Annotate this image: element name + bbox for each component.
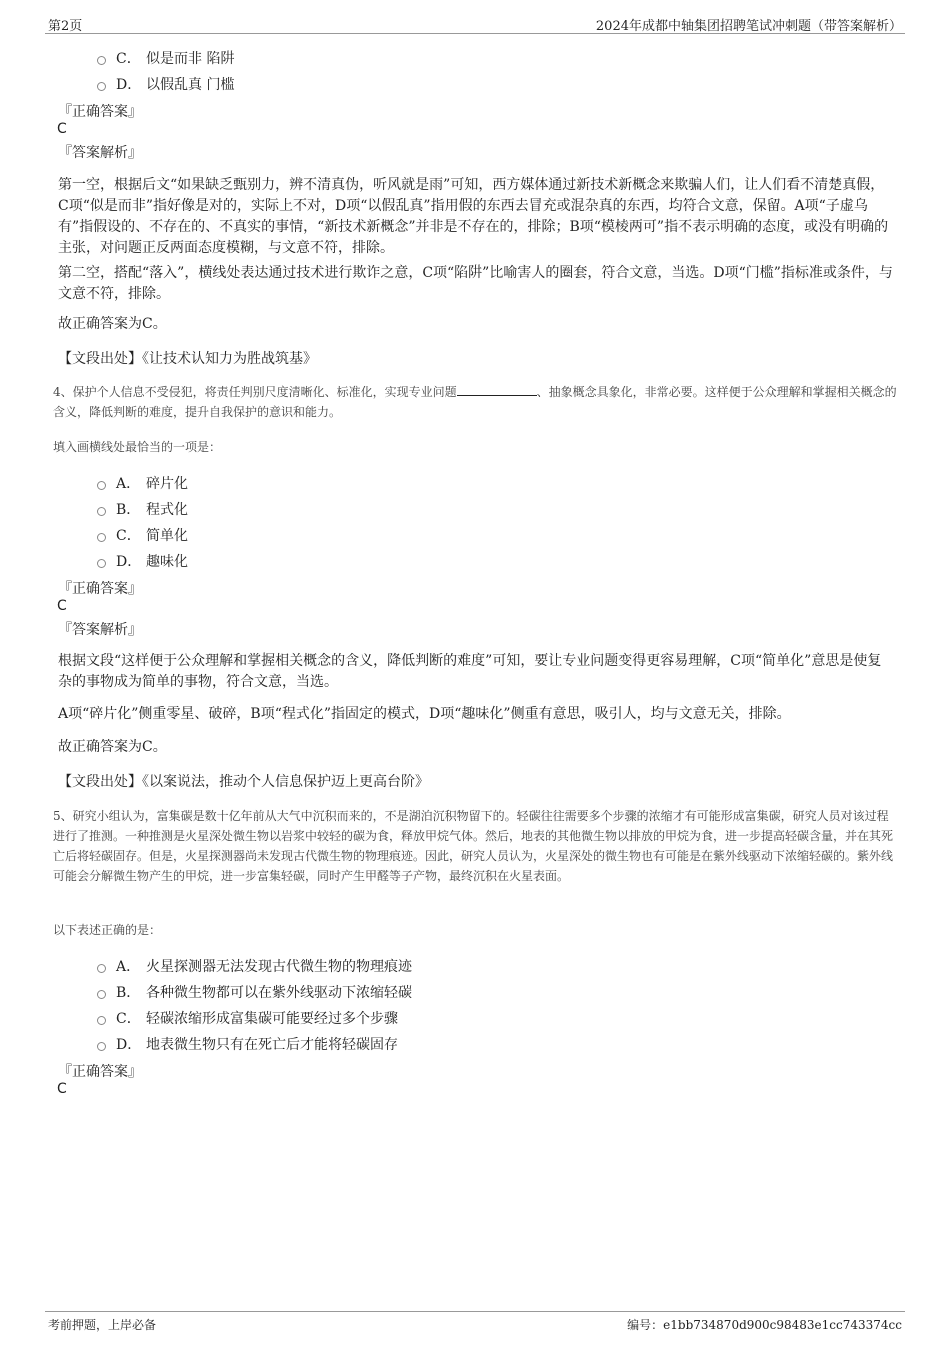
q4-prompt: 填入画横线处最恰当的一项是：	[53, 440, 222, 454]
q4-source: 【文段出处】《以案说法，推动个人信息保护迈上更高台阶》	[58, 774, 429, 790]
q3-analysis-paragraph-1: 第一空，根据后文“如果缺乏甄别力，辨不清真伪，听风就是雨”可知，西方媒体通过新技术新概念来欺骗人们，让人们看不清楚真假，C项“似是而非”指好像是对的，实际上不对，D项“以假乱真”指用假的东西去冒充或混杂真的东西，均符合文意，保留。A项“子虚乌有”指假设的、不存在的、不真实的事情，“新技术新概念”并非是不存在的，排除；B项“模棱两可”指不表示明确的态度，或没有明确的主张，对问题正反两面态度模糊，与文意不符，排除。	[58, 177, 889, 256]
q3-analysis-label: 『答案解析』	[58, 145, 142, 161]
q5-option-d[interactable]: D． 地表微生物只有在死亡后才能将轻碳固存	[97, 1034, 398, 1054]
radio-icon[interactable]	[97, 559, 106, 568]
radio-icon[interactable]	[97, 1016, 106, 1025]
page-footer	[45, 1311, 905, 1337]
radio-icon[interactable]	[97, 82, 106, 91]
q3-analysis-paragraph-2: 第二空，搭配“落入”，横线处表达通过技术进行欺诈之意，C项“陷阱”比喻害人的圈套，符合文意，当选。D项“门槛”指标准或条件，与文意不符，排除。	[58, 265, 893, 302]
q4-analysis-paragraph-3: 故正确答案为C。	[58, 739, 167, 755]
q4-analysis-label: 『答案解析』	[58, 622, 142, 638]
q3-source: 【文段出处】《让技术认知力为胜战筑基》	[58, 351, 317, 367]
q3-option-c[interactable]: C． 似是而非 陷阱	[97, 48, 234, 68]
page-header	[45, 14, 905, 34]
q4-option-c[interactable]: C． 简单化	[97, 525, 188, 545]
radio-icon[interactable]	[97, 990, 106, 999]
document-code: 编号：e1bb734870d900c98483e1cc743374cc	[627, 1318, 902, 1332]
footer-slogan: 考前押题，上岸必备	[48, 1318, 157, 1332]
radio-icon[interactable]	[97, 507, 106, 516]
q5-stem: 5、研究小组认为，富集碳是数十亿年前从大气中沉积而来的，不是湖泊沉积物留下的。轻碳往往需要多个步骤的浓缩才有可能形成富集碳，研究人员对该过程进行了推测。一种推测是火星深处微生物以岩浆中较轻的碳为食，释放甲烷气体。然后，地表的其他微生物以排放的甲烷为食，进一步提高轻碳含量，并在其死亡后将轻碳固存。但是，火星探测器尚未发现古代微生物的物理痕迹。因此，研究人员认为，火星深处的微生物也有可能是在紫外线驱动下浓缩轻碳的。紫外线可能会分解微生物产生的甲烷，进一步富集轻碳，同时产生甲醛等子产物，最终沉积在火星表面。	[53, 809, 894, 883]
fill-blank	[457, 384, 537, 396]
q5-option-a[interactable]: A． 火星探测器无法发现古代微生物的物理痕迹	[97, 956, 412, 976]
radio-icon[interactable]	[97, 481, 106, 490]
q3-answer: C	[57, 121, 67, 137]
page-number: 第2页	[48, 19, 83, 34]
q4-answer: C	[57, 598, 67, 614]
radio-icon[interactable]	[97, 1042, 106, 1051]
q4-answer-label: 『正确答案』	[58, 581, 142, 597]
q3-option-d[interactable]: D． 以假乱真 门槛	[97, 74, 234, 94]
q4-option-a[interactable]: A． 碎片化	[97, 473, 188, 493]
q4-option-b[interactable]: B． 程式化	[97, 499, 188, 519]
radio-icon[interactable]	[97, 533, 106, 542]
q5-answer-label: 『正确答案』	[58, 1064, 142, 1080]
q4-stem: 4、保护个人信息不受侵犯，将责任判别尺度清晰化、标准化，实现专业问题 、抽象概念具象化，非常必要。这样便于公众理解和掌握相关概念的含义，降低判断的难度，提升自我保护的意识和能力。	[53, 385, 897, 419]
q5-option-b[interactable]: B． 各种微生物都可以在紫外线驱动下浓缩轻碳	[97, 982, 412, 1002]
q4-option-d[interactable]: D． 趣味化	[97, 551, 188, 571]
q3-analysis-paragraph-3: 故正确答案为C。	[58, 316, 167, 332]
radio-icon[interactable]	[97, 964, 106, 973]
q4-analysis-paragraph-1: 根据文段“这样便于公众理解和掌握相关概念的含义，降低判断的难度”可知，要让专业问题变得更容易理解，C项“简单化”意思是使复杂的事物成为简单的事物，符合文意，当选。	[58, 653, 882, 690]
radio-icon[interactable]	[97, 56, 106, 65]
q5-answer: C	[57, 1081, 67, 1097]
q5-prompt: 以下表述正确的是：	[53, 923, 162, 937]
q3-answer-label: 『正确答案』	[58, 104, 142, 120]
q4-analysis-paragraph-2: A项“碎片化”侧重零星、破碎，B项“程式化”指固定的模式，D项“趣味化”侧重有意思，吸引人，均与文意无关，排除。	[58, 706, 791, 722]
q5-option-c[interactable]: C． 轻碳浓缩形成富集碳可能要经过多个步骤	[97, 1008, 398, 1028]
document-title: 2024年成都中轴集团招聘笔试冲刺题（带答案解析）	[595, 19, 902, 34]
